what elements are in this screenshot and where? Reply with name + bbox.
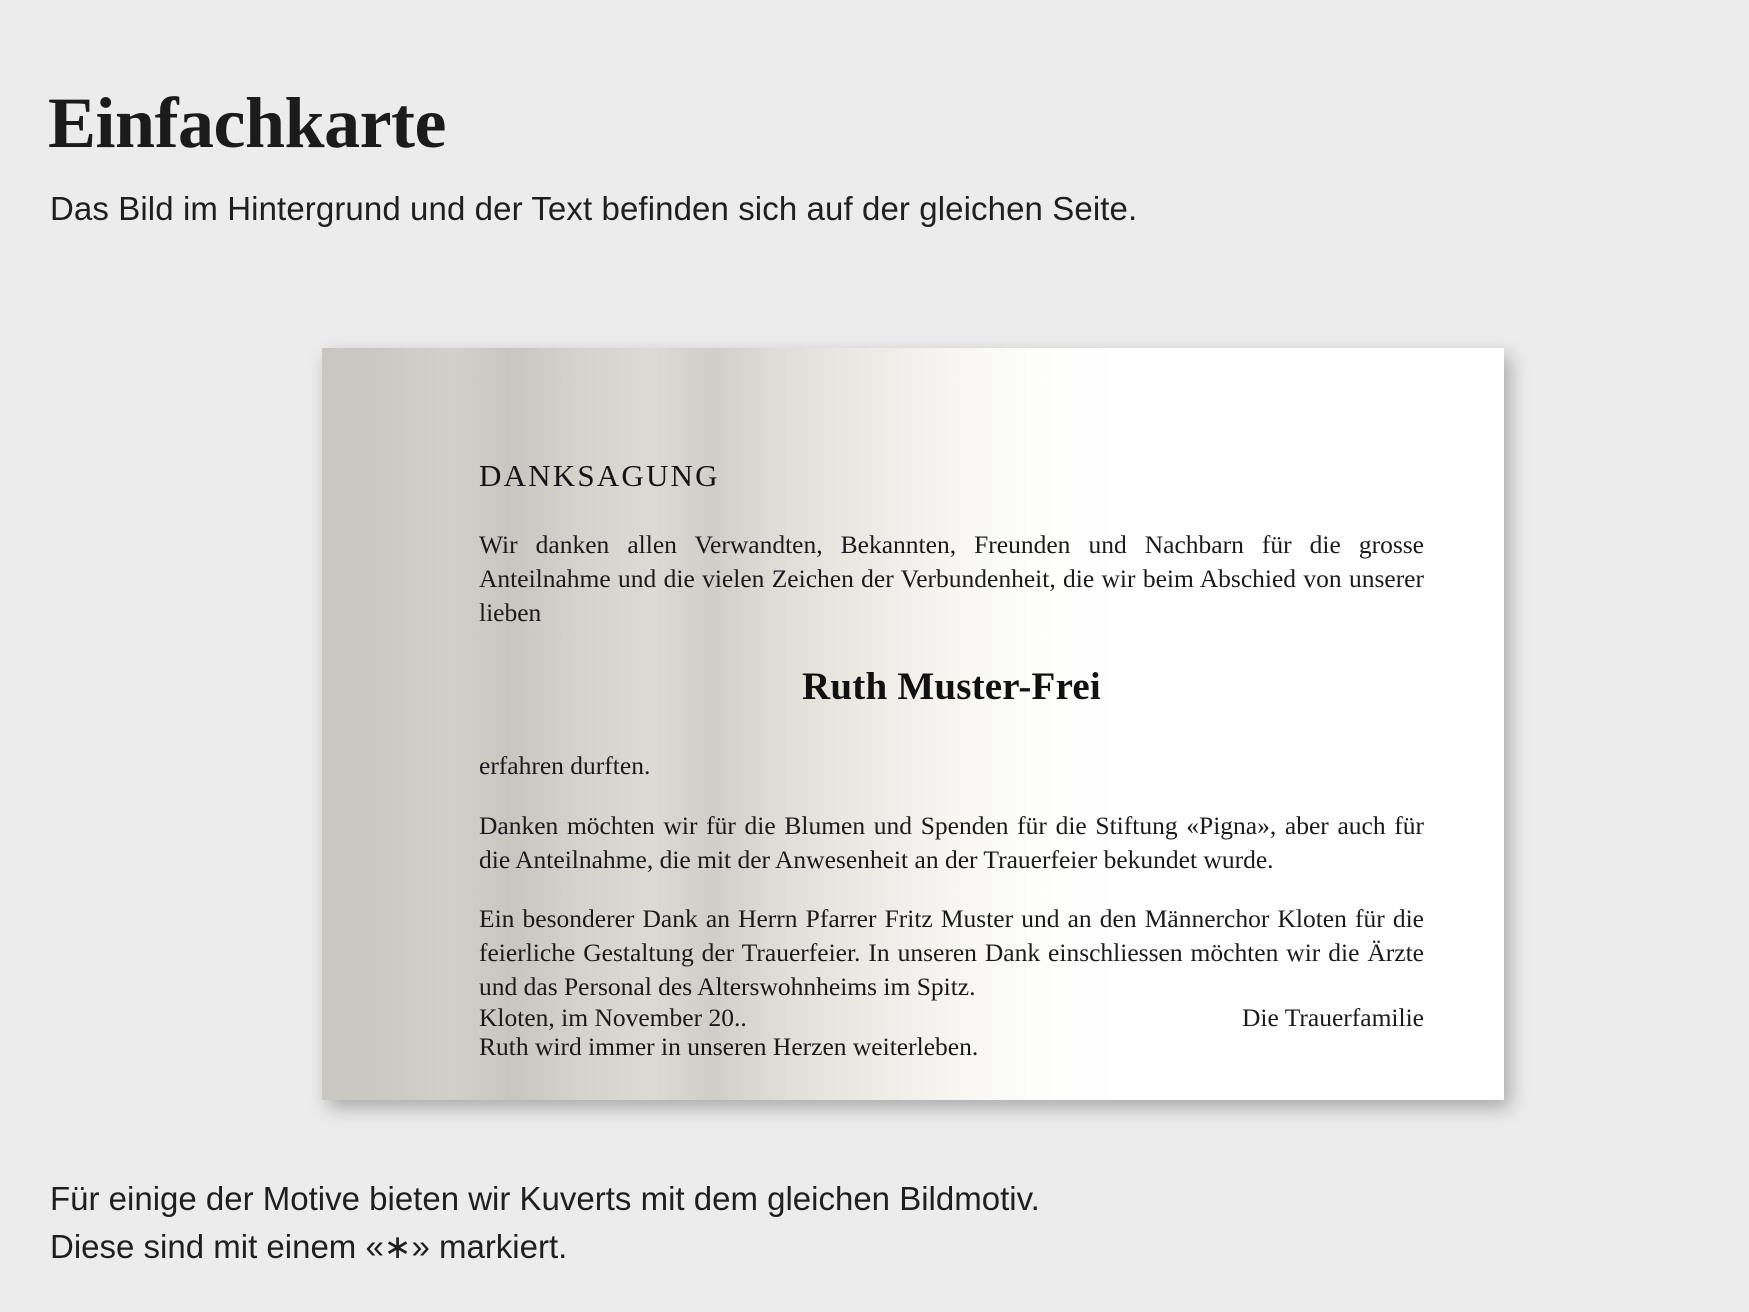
card-place-date: Kloten, im November 20.. [479,1003,747,1032]
card-deceased-name: Ruth Muster-Frei [802,664,1101,708]
page-footnote-line-1: Für einige der Motive bieten wir Kuverts mit dem gleichen Bildmotiv. [50,1180,1040,1217]
card-preview [322,348,1504,1100]
card-background [322,348,1504,1100]
page-subtitle: Das Bild im Hintergrund und der Text befinden sich auf der gleichen Seite. [50,190,1138,227]
card-paragraph-thanks: Ein besonderer Dank an Herrn Pfarrer Fritz Muster und an den Männerchor Kloten für die feierliche Gestaltung der Trauerfeier. In unseren Dank einschliessen möchten wir die Ärzte und das Personal des Alterswohnheims im Spitz. [479,904,1424,1002]
card-paragraph-memory: Ruth wird immer in unseren Herzen weiterleben. [479,1032,979,1062]
card-text-block [479,458,1424,1090]
card-signature: Die Trauerfamilie [1242,1003,1424,1032]
card-heading: DANKSAGUNG [479,458,720,493]
card-closing-row [479,1003,1424,1033]
card-paragraph-after-name: erfahren durften. [479,750,651,780]
page-footnote [50,1175,1040,1271]
page-footnote-line-2: Diese sind mit einem «∗» markiert. [50,1227,568,1265]
card-paragraph-donations: Danken möchten wir für die Blumen und Spenden für die Stiftung «Pigna», aber auch für die Anteilnahme, die mit der Anwesenheit an der Trauerfeier bekundet wurde. [479,810,1424,874]
card-paragraph-intro: Wir danken allen Verwandten, Bekannten, Freunden und Nachbarn für die grosse Anteilnahme und die vielen Zeichen der Verbundenheit, die wir beim Abschied von unserer lieben [479,530,1424,627]
card-content [322,348,1504,1100]
page-title: Einfachkarte [48,83,446,164]
